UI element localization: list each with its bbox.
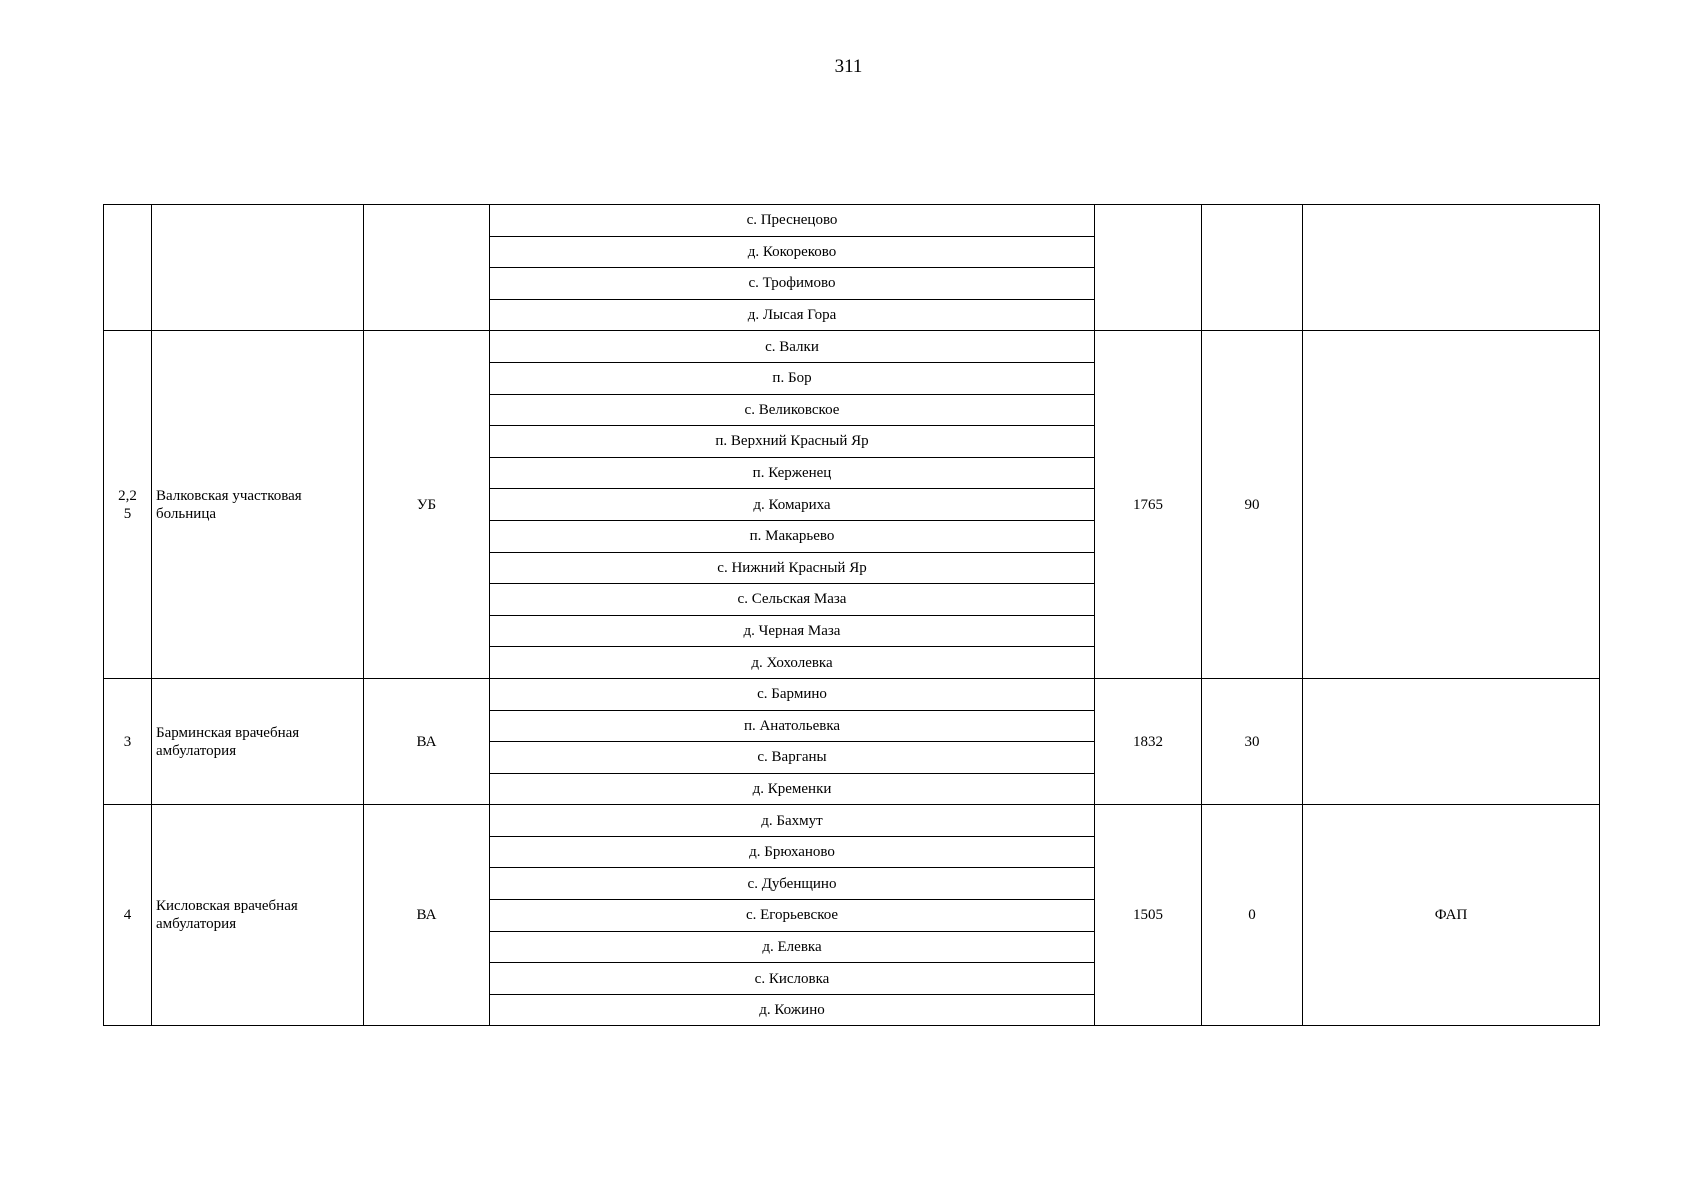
settlement-cell: д. Хохолевка (490, 647, 1095, 679)
facility-type (364, 205, 490, 331)
settlement-cell: с. Бармино (490, 678, 1095, 710)
table-row (104, 805, 1600, 837)
settlement-cell: с. Кисловка (490, 963, 1095, 995)
facility-number (104, 205, 152, 331)
settlement-cell: д. Лысая Гора (490, 299, 1095, 331)
facility-number: 3 (104, 678, 152, 804)
facility-name (152, 205, 364, 331)
population-cell: 1505 (1095, 805, 1202, 1026)
distance-cell: 30 (1202, 678, 1303, 804)
note-cell (1303, 331, 1600, 679)
settlement-cell: д. Брюханово (490, 836, 1095, 868)
settlement-cell: с. Великовское (490, 394, 1095, 426)
settlement-cell: с. Дубенщино (490, 868, 1095, 900)
facility-type: УБ (364, 331, 490, 679)
facility-type: ВА (364, 805, 490, 1026)
settlement-cell: п. Керженец (490, 457, 1095, 489)
table-row (104, 331, 1600, 363)
settlement-cell: д. Кокореково (490, 236, 1095, 268)
table-row (104, 678, 1600, 710)
settlement-cell: д. Комариха (490, 489, 1095, 521)
settlement-cell: с. Преснецово (490, 205, 1095, 237)
population-cell: 1832 (1095, 678, 1202, 804)
population-cell (1095, 205, 1202, 331)
facility-number: 4 (104, 805, 152, 1026)
note-cell (1303, 205, 1600, 331)
settlement-cell: с. Егорьевское (490, 900, 1095, 932)
table-body (104, 205, 1600, 1026)
settlement-cell: с. Валки (490, 331, 1095, 363)
distance-cell: 0 (1202, 805, 1303, 1026)
settlement-cell: с. Варганы (490, 742, 1095, 774)
settlement-cell: д. Бахмут (490, 805, 1095, 837)
note-cell: ФАП (1303, 805, 1600, 1026)
settlement-cell: п. Бор (490, 362, 1095, 394)
population-cell: 1765 (1095, 331, 1202, 679)
facilities-table (103, 204, 1600, 1026)
facility-name: Кисловская врачебная амбулатория (152, 805, 364, 1026)
facility-type: ВА (364, 678, 490, 804)
settlement-cell: с. Нижний Красный Яр (490, 552, 1095, 584)
settlement-cell: д. Кожино (490, 994, 1095, 1026)
page-number: 311 (834, 56, 863, 77)
facility-name: Барминская врачебная амбулатория (152, 678, 364, 804)
facility-number: 2,2 5 (104, 331, 152, 679)
note-cell (1303, 678, 1600, 804)
settlement-cell: с. Трофимово (490, 268, 1095, 300)
settlement-cell: с. Сельская Маза (490, 584, 1095, 616)
settlement-cell: п. Верхний Красный Яр (490, 426, 1095, 458)
settlement-cell: п. Анатольевка (490, 710, 1095, 742)
table-row (104, 205, 1600, 237)
distance-cell: 90 (1202, 331, 1303, 679)
settlement-cell: д. Черная Маза (490, 615, 1095, 647)
settlement-cell: д. Кременки (490, 773, 1095, 805)
settlement-cell: п. Макарьево (490, 520, 1095, 552)
facility-name: Валковская участковая больница (152, 331, 364, 679)
settlement-cell: д. Елевка (490, 931, 1095, 963)
distance-cell (1202, 205, 1303, 331)
